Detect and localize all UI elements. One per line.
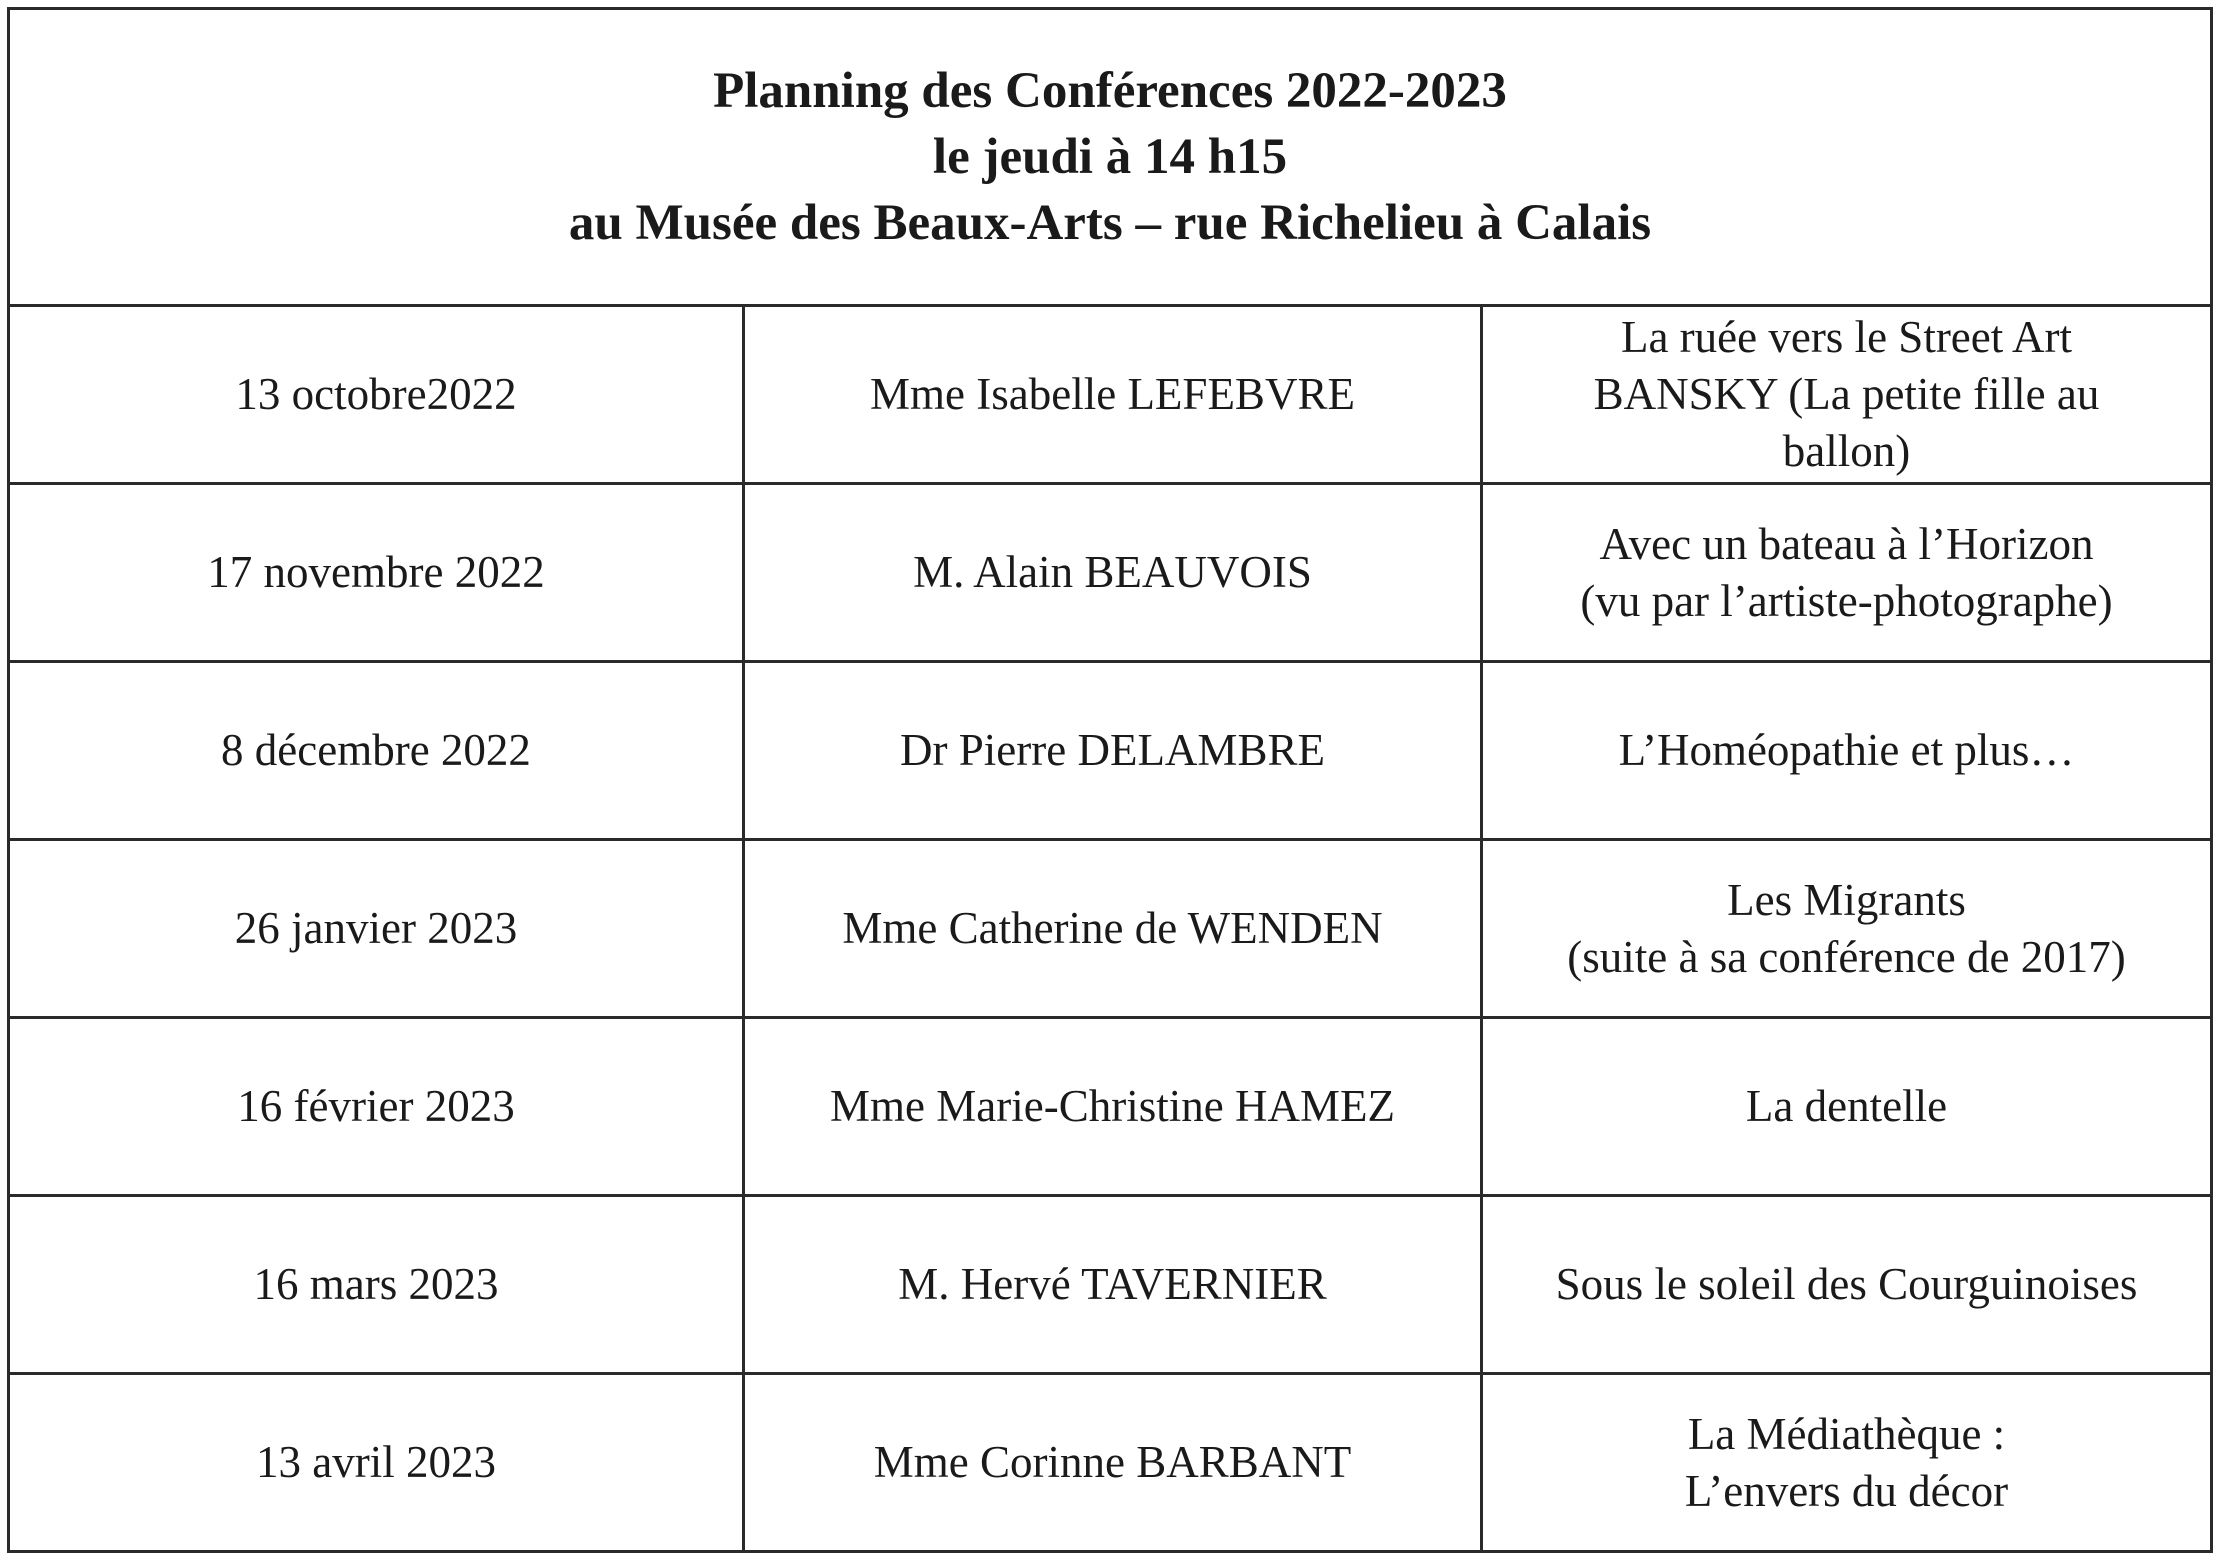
schedule-table [10,307,2210,1550]
table-row [10,1197,2210,1375]
topic-line: Les Migrants [1727,874,1966,925]
date-cell: 16 février 2023 [10,1019,745,1194]
topic-lines [1619,722,2075,779]
table-row [10,841,2210,1019]
topic-line: La dentelle [1745,1081,1948,1131]
topic-line: (suite à sa conférence de 2017) [1567,931,2126,982]
speaker-cell: Dr Pierre DELAMBRE [745,663,1483,838]
table-row [10,663,2210,841]
schedule-header [10,10,2210,307]
header-venue: au Musée des Beaux-Arts – rue Richelieu à Calais [568,195,1652,251]
date-cell: 13 octobre2022 [10,307,745,482]
topic-line: ballon) [1782,426,1911,476]
topic-cell [1483,1197,2210,1372]
topic-line: BANSKY (La petite fille au [1593,369,2100,419]
topic-cell [1483,663,2210,838]
topic-cell [1483,307,2210,482]
topic-lines [1567,872,2125,986]
date-cell: 26 janvier 2023 [10,841,745,1016]
speaker-cell: M. Alain BEAUVOIS [745,485,1483,660]
topic-line: La Médiathèque : [1687,1408,2006,1459]
topic-lines [1580,516,2112,630]
date-cell: 16 mars 2023 [10,1197,745,1372]
topic-line: L’Homéopathie et plus… [1618,725,2075,775]
topic-lines [1556,1256,2138,1313]
header-title: Planning des Conférences 2022-2023 [713,63,1507,119]
topic-line: L’envers du décor [1684,1465,2009,1516]
speaker-cell: Mme Marie-Christine HAMEZ [745,1019,1483,1194]
topic-lines [1594,309,2100,480]
topic-cell [1483,841,2210,1016]
header-day-time: le jeudi à 14 h15 [932,129,1288,185]
table-row [10,307,2210,485]
topic-cell [1483,485,2210,660]
speaker-cell: Mme Catherine de WENDEN [745,841,1483,1016]
topic-line: La ruée vers le Street Art [1620,312,2073,362]
speaker-cell: M. Hervé TAVERNIER [745,1197,1483,1372]
topic-lines [1746,1078,1947,1135]
conference-schedule-document [7,7,2213,1553]
date-cell: 13 avril 2023 [10,1375,745,1550]
topic-line: Avec un bateau à l’Horizon [1599,518,2094,569]
topic-cell [1483,1375,2210,1550]
speaker-cell: Mme Isabelle LEFEBVRE [745,307,1483,482]
date-cell: 8 décembre 2022 [10,663,745,838]
topic-line: (vu par l’artiste-photographe) [1580,575,2113,626]
topic-line: Sous le soleil des Courguinoises [1555,1259,2138,1309]
speaker-cell: Mme Corinne BARBANT [745,1375,1483,1550]
topic-cell [1483,1019,2210,1194]
table-row [10,1019,2210,1197]
table-row [10,1375,2210,1550]
date-cell: 17 novembre 2022 [10,485,745,660]
topic-lines [1685,1406,2008,1520]
table-row [10,485,2210,663]
